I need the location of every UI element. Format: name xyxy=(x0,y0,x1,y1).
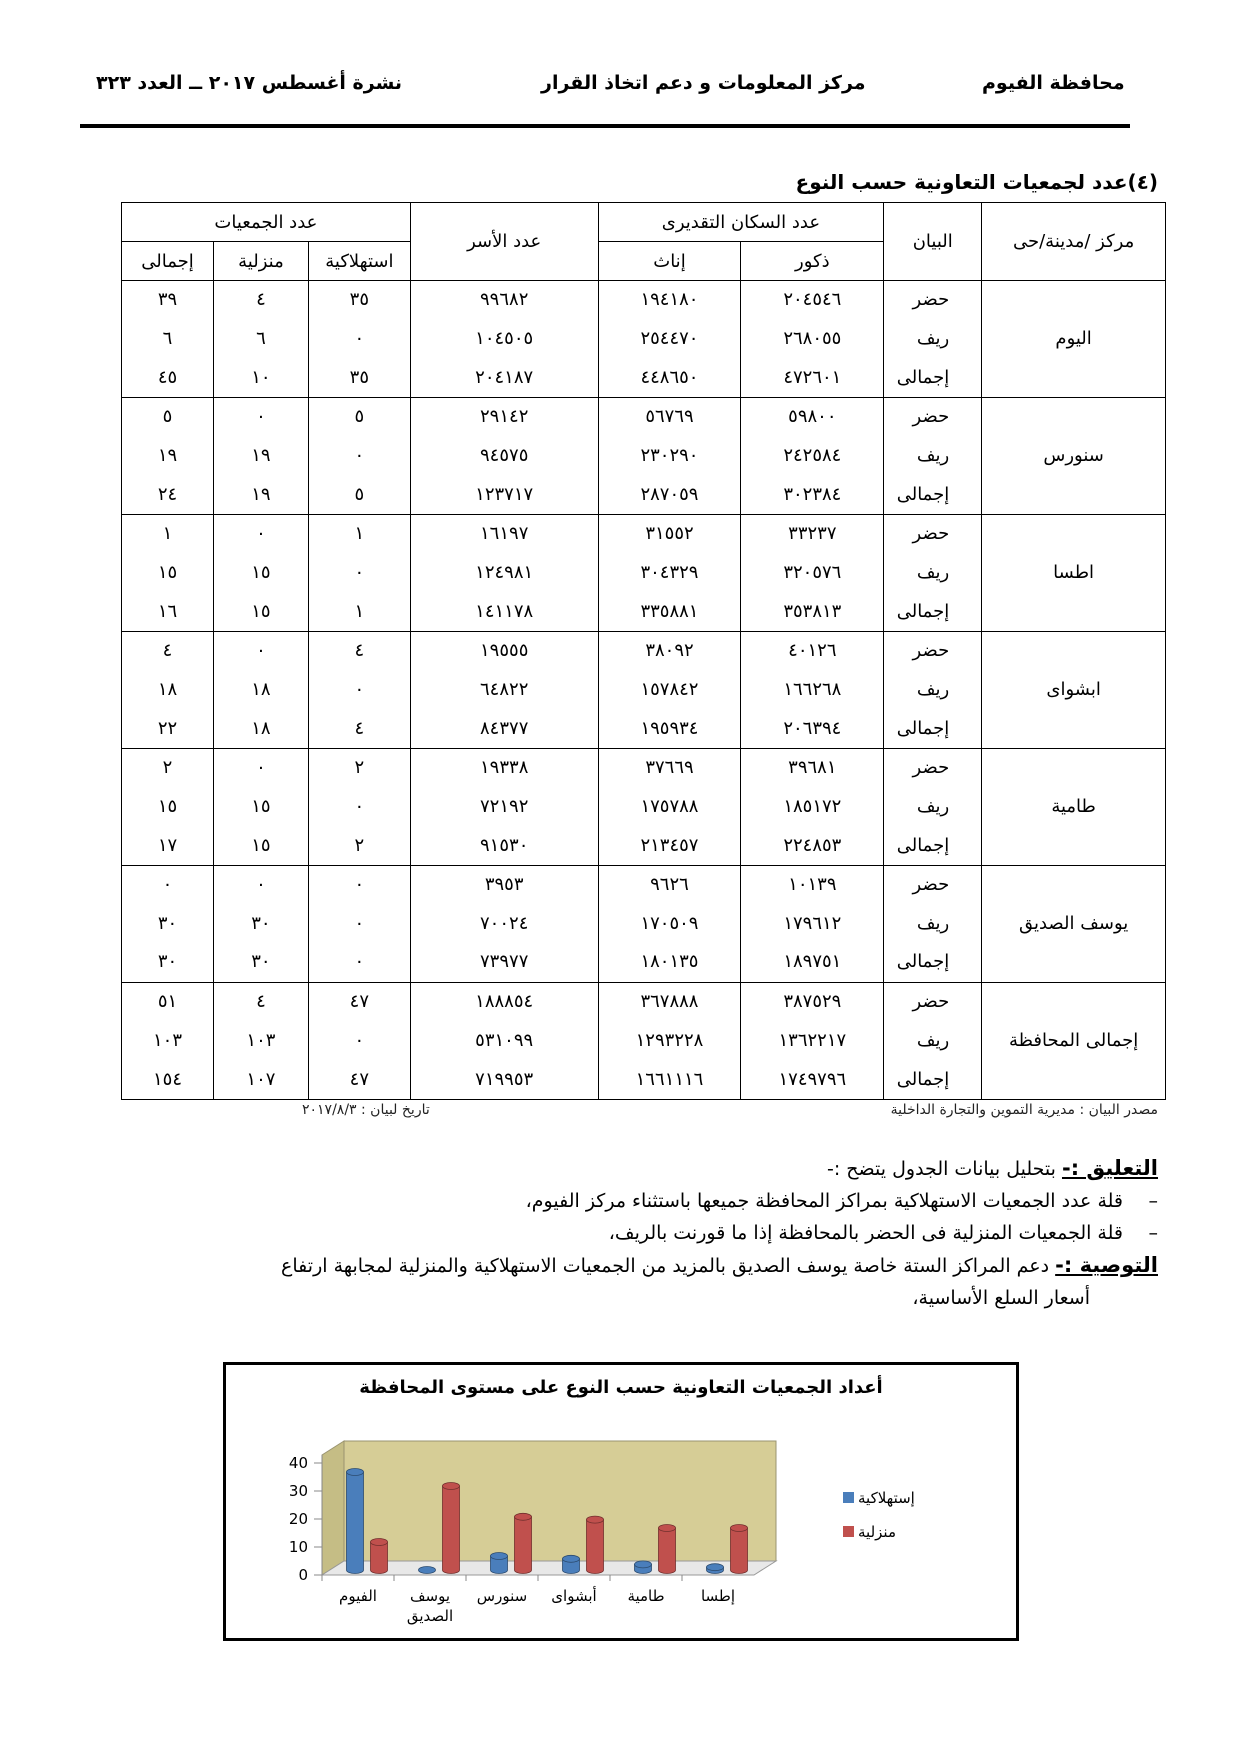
cell-consumer: ٠ xyxy=(308,865,410,904)
cell-household: ١٨ xyxy=(213,709,308,748)
y-tick-label: 10 xyxy=(288,1538,308,1556)
bar-consumer-top xyxy=(563,1555,580,1562)
cell-families: ٢٠٤١٨٧ xyxy=(410,358,598,397)
cell-females: ٢٥٤٤٧٠ xyxy=(598,320,741,359)
bar-household xyxy=(587,1520,604,1574)
cell-females: ١٩٤١٨٠ xyxy=(598,281,741,320)
cell-males: ٢٠٦٣٩٤ xyxy=(741,709,884,748)
cell-household: ١٠ xyxy=(213,358,308,397)
cell-males: ٣٢٠٥٧٦ xyxy=(741,554,884,593)
cell-household: ١٥ xyxy=(213,826,308,865)
cell-males: ٣٩٦٨١ xyxy=(741,748,884,787)
row-label: حضر xyxy=(884,631,982,670)
cell-females: ٢٨٧٠٥٩ xyxy=(598,475,741,514)
cell-males: ٣٨٧٥٢٩ xyxy=(741,982,884,1021)
table-body xyxy=(122,281,1166,1100)
row-label: إجمالى xyxy=(884,475,982,514)
col-header-males: ذكور xyxy=(741,242,884,281)
row-label: حضر xyxy=(884,982,982,1021)
row-label: حضر xyxy=(884,514,982,553)
cell-household: ٤ xyxy=(213,982,308,1021)
row-label: ريف xyxy=(884,437,982,476)
cell-families: ٧٣٩٧٧ xyxy=(410,943,598,982)
row-label: ريف xyxy=(884,1021,982,1060)
col-header-total: إجمالى xyxy=(122,242,214,281)
cell-males: ٣٥٣٨١٣ xyxy=(741,592,884,631)
cell-females: ١٨٠١٣٥ xyxy=(598,943,741,982)
cell-consumer: ٥ xyxy=(308,397,410,436)
cell-total: ٥ xyxy=(122,397,214,436)
table-row xyxy=(122,865,1166,904)
cell-total: ٤ xyxy=(122,631,214,670)
chart-side-wall xyxy=(322,1441,344,1575)
bar-household xyxy=(731,1528,748,1574)
date-note: تاريخ لبيان : ٢٠١٧/٨/٣ xyxy=(302,1102,430,1118)
cell-families: ٥٣١٠٩٩ xyxy=(410,1021,598,1060)
cell-consumer: ٠ xyxy=(308,554,410,593)
cell-consumer: ٤ xyxy=(308,631,410,670)
region-name: طامية xyxy=(982,748,1166,865)
cell-consumer: ٢ xyxy=(308,826,410,865)
table-row xyxy=(122,514,1166,553)
bar-consumer xyxy=(347,1472,364,1573)
chart-back-wall xyxy=(344,1441,776,1561)
cell-total: ١٩ xyxy=(122,437,214,476)
cell-families: ٧٠٠٢٤ xyxy=(410,905,598,944)
cell-males: ٥٩٨٠٠ xyxy=(741,397,884,436)
cell-total: ١٧ xyxy=(122,826,214,865)
cell-males: ٢٠٤٥٤٦ xyxy=(741,281,884,320)
cell-consumer: ٤ xyxy=(308,709,410,748)
cell-total: ٤٥ xyxy=(122,358,214,397)
cell-household: ١٠٣ xyxy=(213,1021,308,1060)
comment-intro: بتحليل بيانات الجدول يتضح :- xyxy=(827,1158,1062,1180)
bar-household-top xyxy=(587,1516,604,1523)
row-label: ريف xyxy=(884,320,982,359)
cell-household: ٠ xyxy=(213,397,308,436)
cell-consumer: ٥ xyxy=(308,475,410,514)
y-tick-label: 20 xyxy=(288,1510,308,1528)
cell-household: ١٥ xyxy=(213,554,308,593)
y-tick-label: 40 xyxy=(288,1454,308,1472)
cell-consumer: ٠ xyxy=(308,1021,410,1060)
comment-bullet-2: – قلة الجمعيات المنزلية فى الحضر بالمحافظة إذا ما قورنت بالريف، xyxy=(158,1217,1158,1249)
bar-household xyxy=(515,1517,532,1574)
region-name: إجمالى المحافظة xyxy=(982,982,1166,1099)
cell-males: ٢٦٨٠٥٥ xyxy=(741,320,884,359)
col-header-household: منزلية xyxy=(213,242,308,281)
bar-household-top xyxy=(371,1539,388,1546)
region-name: ابشواى xyxy=(982,631,1166,748)
legend-label: إستهلاكية xyxy=(858,1489,915,1507)
bar-household xyxy=(371,1542,388,1574)
bar-household-top xyxy=(443,1483,460,1490)
cell-families: ٣٩٥٣ xyxy=(410,865,598,904)
cell-household: ٠ xyxy=(213,865,308,904)
table-row xyxy=(122,631,1166,670)
cell-families: ١٢٤٩٨١ xyxy=(410,554,598,593)
cell-females: ١٥٧٨٤٢ xyxy=(598,671,741,710)
cell-families: ١٩٣٣٨ xyxy=(410,748,598,787)
legend-swatch xyxy=(843,1492,854,1503)
cell-household: ١٠٧ xyxy=(213,1060,308,1099)
cell-household: ٦ xyxy=(213,320,308,359)
recommendation-text: دعم المراكز الستة خاصة يوسف الصديق بالمزيد من الجمعيات الاستهلاكية والمنزلية لمجابهة ارتفاع xyxy=(281,1255,1056,1277)
cell-total: ٢٤ xyxy=(122,475,214,514)
cell-total: ١٨ xyxy=(122,671,214,710)
row-label: ريف xyxy=(884,905,982,944)
region-name: اطسا xyxy=(982,514,1166,631)
cell-total: ٥١ xyxy=(122,982,214,1021)
x-tick-label: سنورس xyxy=(476,1587,528,1605)
row-label: ريف xyxy=(884,554,982,593)
row-label: إجمالى xyxy=(884,709,982,748)
bar-household-top xyxy=(659,1525,676,1532)
cell-total: ٢ xyxy=(122,748,214,787)
cell-families: ١٢٣٧١٧ xyxy=(410,475,598,514)
cell-females: ٣٦٧٨٨٨ xyxy=(598,982,741,1021)
cell-families: ١٩٥٥٥ xyxy=(410,631,598,670)
cell-consumer: ٠ xyxy=(308,905,410,944)
x-tick-label: يوسف xyxy=(409,1587,451,1605)
cell-females: ٢١٣٤٥٧ xyxy=(598,826,741,865)
cell-females: ٣٣٥٨٨١ xyxy=(598,592,741,631)
row-label: إجمالى xyxy=(884,358,982,397)
row-label: إجمالى xyxy=(884,943,982,982)
region-name: يوسف الصديق xyxy=(982,865,1166,982)
cell-females: ١٢٩٣٢٢٨ xyxy=(598,1021,741,1060)
cell-females: ٩٦٢٦ xyxy=(598,865,741,904)
cell-males: ١٣٦٢٢١٧ xyxy=(741,1021,884,1060)
cell-males: ١٠١٣٩ xyxy=(741,865,884,904)
cell-males: ٤٠١٢٦ xyxy=(741,631,884,670)
cell-total: ٣٠ xyxy=(122,905,214,944)
cell-females: ١٧٥٧٨٨ xyxy=(598,788,741,827)
cell-females: ٢٣٠٢٩٠ xyxy=(598,437,741,476)
header-bulletin: نشرة أغسطس ٢٠١٧ ــ العدد ٣٢٣ xyxy=(96,72,403,94)
cell-total: ٣٠ xyxy=(122,943,214,982)
recommendation-text-2: أسعار السلع الأساسية، xyxy=(912,1287,1090,1309)
col-header-statement: البيان xyxy=(884,203,982,281)
legend-swatch xyxy=(843,1526,854,1537)
cell-total: ١٥ xyxy=(122,554,214,593)
row-label: حضر xyxy=(884,281,982,320)
cell-consumer: ٤٧ xyxy=(308,982,410,1021)
cell-household: ٠ xyxy=(213,631,308,670)
row-label: إجمالى xyxy=(884,826,982,865)
cell-household: ١٥ xyxy=(213,788,308,827)
comment-block xyxy=(158,1152,1158,1314)
cell-household: ١٥ xyxy=(213,592,308,631)
cell-males: ١٧٩٦١٢ xyxy=(741,905,884,944)
cell-families: ٢٩١٤٢ xyxy=(410,397,598,436)
cell-consumer: ١ xyxy=(308,514,410,553)
x-tick-label: الفيوم xyxy=(339,1587,377,1605)
col-header-center: مركز /مدينة/حى xyxy=(982,203,1166,281)
table-row xyxy=(122,748,1166,787)
region-name: سنورس xyxy=(982,397,1166,514)
cell-males: ٣٠٢٣٨٤ xyxy=(741,475,884,514)
cell-families: ٨٤٣٧٧ xyxy=(410,709,598,748)
header-governorate: محافظة الفيوم xyxy=(982,72,1125,94)
cell-females: ١٧٠٥٠٩ xyxy=(598,905,741,944)
cell-household: ١٩ xyxy=(213,437,308,476)
header-center: مركز المعلومات و دعم اتخاذ القرار xyxy=(541,72,866,94)
header-rule xyxy=(80,124,1130,128)
cell-consumer: ٠ xyxy=(308,671,410,710)
table-row xyxy=(122,281,1166,320)
cell-males: ٢٤٢٥٨٤ xyxy=(741,437,884,476)
col-header-population: عدد السكان التقديرى xyxy=(598,203,884,242)
cell-consumer: ٣٥ xyxy=(308,281,410,320)
table-row xyxy=(122,397,1166,436)
y-tick-label: 30 xyxy=(288,1482,308,1500)
cell-total: ١٥٤ xyxy=(122,1060,214,1099)
chart-canvas xyxy=(226,1365,1016,1638)
cell-consumer: ٢ xyxy=(308,748,410,787)
cell-families: ١٨٨٨٥٤ xyxy=(410,982,598,1021)
societies-table xyxy=(121,202,1166,1100)
row-label: ريف xyxy=(884,671,982,710)
bar-household xyxy=(443,1486,460,1574)
cell-males: ٢٢٤٨٥٣ xyxy=(741,826,884,865)
col-header-families: عدد الأسر xyxy=(410,203,598,281)
comment-label: التعليق :- xyxy=(1061,1156,1158,1180)
cell-females: ٣٧٦٦٩ xyxy=(598,748,741,787)
chart-frame xyxy=(223,1362,1019,1641)
cell-families: ١٦١٩٧ xyxy=(410,514,598,553)
cell-families: ٦٤٨٢٢ xyxy=(410,671,598,710)
table-row xyxy=(122,982,1166,1021)
cell-consumer: ٣٥ xyxy=(308,358,410,397)
region-name: اليوم xyxy=(982,281,1166,398)
bar-household-top xyxy=(731,1525,748,1532)
row-label: حضر xyxy=(884,397,982,436)
legend-label: منزلية xyxy=(858,1523,896,1541)
row-label: إجمالى xyxy=(884,592,982,631)
cell-total: ١٥ xyxy=(122,788,214,827)
cell-males: ١٨٩٧٥١ xyxy=(741,943,884,982)
bar-consumer-top xyxy=(635,1561,652,1568)
bar-consumer-top xyxy=(707,1564,724,1571)
cell-household: ٠ xyxy=(213,514,308,553)
cell-total: ٢٢ xyxy=(122,709,214,748)
bar-consumer xyxy=(419,1567,436,1574)
cell-males: ١٨٥١٧٢ xyxy=(741,788,884,827)
cell-families: ٧١٩٩٥٣ xyxy=(410,1060,598,1099)
bar-consumer-top xyxy=(347,1469,364,1476)
x-tick-label: إطسا xyxy=(700,1587,736,1605)
cell-families: ١٤١١٧٨ xyxy=(410,592,598,631)
recommendation-label: التوصية :- xyxy=(1055,1253,1158,1277)
cell-families: ٩٤٥٧٥ xyxy=(410,437,598,476)
cell-consumer: ١ xyxy=(308,592,410,631)
row-label: إجمالى xyxy=(884,1060,982,1099)
x-tick-label: الصديق xyxy=(406,1607,454,1625)
chart-title: أعداد الجمعيات التعاونية حسب النوع على مستوى المحافظة xyxy=(359,1377,883,1398)
cell-males: ٣٣٢٣٧ xyxy=(741,514,884,553)
section-title: (٤)عدد لجمعيات التعاونية حسب النوع xyxy=(795,170,1158,194)
cell-household: ٤ xyxy=(213,281,308,320)
row-label: ريف xyxy=(884,788,982,827)
cell-household: ٣٠ xyxy=(213,905,308,944)
cell-females: ١٩٥٩٣٤ xyxy=(598,709,741,748)
cell-consumer: ٠ xyxy=(308,320,410,359)
cell-total: ١٠٣ xyxy=(122,1021,214,1060)
col-header-consumer: استهلاكية xyxy=(308,242,410,281)
cell-household: ١٨ xyxy=(213,671,308,710)
cell-total: ٦ xyxy=(122,320,214,359)
cell-males: ١٧٤٩٧٩٦ xyxy=(741,1060,884,1099)
y-tick-label: 0 xyxy=(298,1566,308,1584)
cell-families: ٩١٥٣٠ xyxy=(410,826,598,865)
cell-consumer: ٠ xyxy=(308,437,410,476)
x-tick-label: طامية xyxy=(627,1587,665,1605)
bar-consumer-top xyxy=(491,1553,508,1560)
source-note: مصدر البيان : مديرية التموين والتجارة الداخلية xyxy=(890,1102,1158,1118)
cell-household: ٣٠ xyxy=(213,943,308,982)
cell-household: ٠ xyxy=(213,748,308,787)
cell-females: ٣١٥٥٢ xyxy=(598,514,741,553)
cell-families: ٧٢١٩٢ xyxy=(410,788,598,827)
cell-consumer: ٤٧ xyxy=(308,1060,410,1099)
cell-consumer: ٠ xyxy=(308,943,410,982)
bar-household-top xyxy=(515,1513,532,1520)
row-label: حضر xyxy=(884,865,982,904)
cell-families: ١٠٤٥٠٥ xyxy=(410,320,598,359)
cell-females: ٤٤٨٦٥٠ xyxy=(598,358,741,397)
comment-bullet-1: – قلة عدد الجمعيات الاستهلاكية بمراكز المحافظة جميعها باستثناء مركز الفيوم، xyxy=(158,1185,1158,1217)
cell-total: ١٦ xyxy=(122,592,214,631)
x-tick-label: أبشواى xyxy=(551,1587,597,1605)
cell-females: ٣٠٤٣٢٩ xyxy=(598,554,741,593)
cell-total: ٠ xyxy=(122,865,214,904)
row-label: حضر xyxy=(884,748,982,787)
cell-females: ٥٦٧٦٩ xyxy=(598,397,741,436)
cell-families: ٩٩٦٨٢ xyxy=(410,281,598,320)
col-header-females: إناث xyxy=(598,242,741,281)
cell-total: ١ xyxy=(122,514,214,553)
bar-household xyxy=(659,1528,676,1574)
cell-consumer: ٠ xyxy=(308,788,410,827)
cell-males: ١٦٦٢٦٨ xyxy=(741,671,884,710)
cell-females: ٣٨٠٩٢ xyxy=(598,631,741,670)
cell-total: ٣٩ xyxy=(122,281,214,320)
col-header-societies: عدد الجمعيات xyxy=(122,203,411,242)
cell-females: ١٦٦١١١٦ xyxy=(598,1060,741,1099)
cell-males: ٤٧٢٦٠١ xyxy=(741,358,884,397)
cell-household: ١٩ xyxy=(213,475,308,514)
